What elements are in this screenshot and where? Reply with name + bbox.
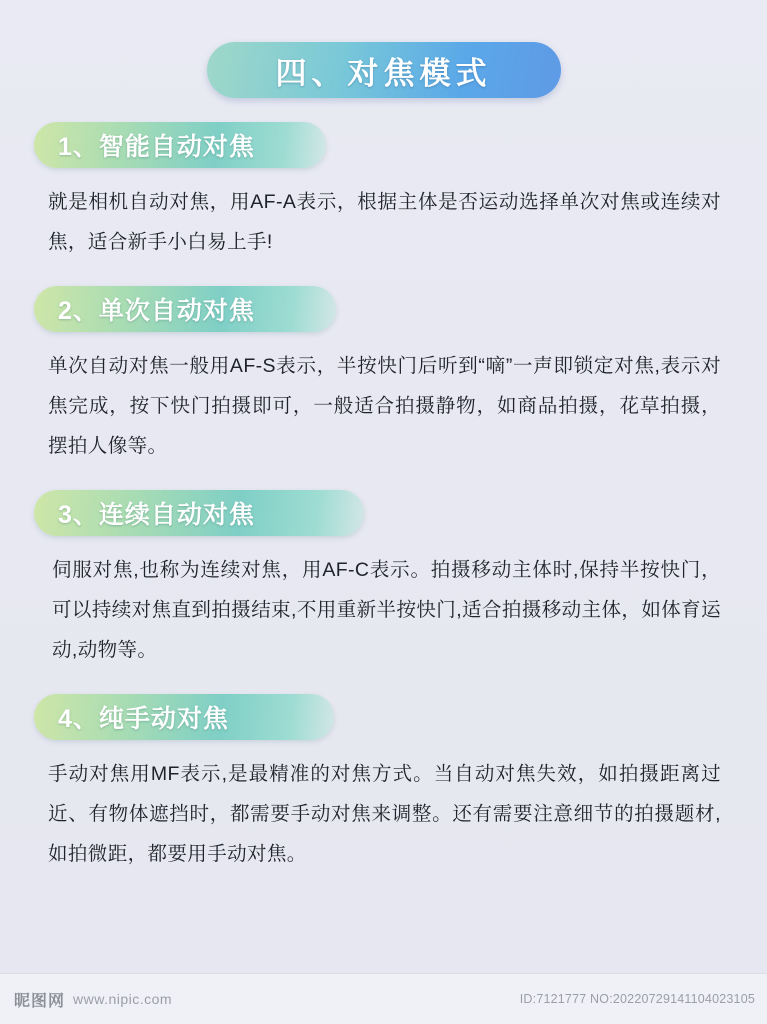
section-2-heading-pill <box>34 286 336 332</box>
section-1-heading-pill <box>34 122 326 168</box>
brand-url: www.nipic.com <box>73 991 173 1007</box>
section-1-body: 就是相机自动对焦，用AF-A表示，根据主体是否运动选择单次对焦或连续对焦，适合新手小白易上手! <box>48 191 721 253</box>
section-4 <box>0 694 767 874</box>
brand-name: 昵图网 <box>14 992 66 1010</box>
page-title-pill <box>207 42 561 98</box>
section-3-body: 伺服对焦,也称为连续对焦，用AF-C表示。拍摄移动主体时,保持半按快门，可以持续对焦直到拍摄结束,不用重新半按快门,适合拍摄移动主体，如体育运动,动物等。 <box>52 559 721 661</box>
title-container <box>0 0 767 98</box>
section-1 <box>0 122 767 262</box>
section-4-body: 手动对焦用MF表示,是最精准的对焦方式。当自动对焦失效，如拍摄距离过近、有物体遮挡时，都需要手动对焦来调整。还有需要注意细节的拍摄题材,如拍微距，都要用手动对焦。 <box>48 763 721 865</box>
footer-bar <box>0 973 767 1024</box>
page-title: 四、对焦模式 <box>275 55 492 91</box>
section-2-heading: 2、单次自动对焦 <box>58 297 255 325</box>
section-2 <box>0 286 767 466</box>
section-3 <box>0 490 767 670</box>
section-4-heading-pill <box>34 694 334 740</box>
section-1-heading: 1、智能自动对焦 <box>58 133 255 161</box>
footer-id-text: ID:7121777 NO:20220729141104023105 <box>519 992 755 1006</box>
brand-block <box>14 988 172 1011</box>
section-2-body: 单次自动对焦一般用AF-S表示，半按快门后听到“嘀”一声即锁定对焦,表示对焦完成，按下快门拍摄即可，一般适合拍摄静物，如商品拍摄，花草拍摄，摆拍人像等。 <box>48 355 721 457</box>
section-3-heading-pill <box>34 490 364 536</box>
section-3-heading: 3、连续自动对焦 <box>58 501 255 529</box>
section-4-heading: 4、纯手动对焦 <box>58 705 229 733</box>
